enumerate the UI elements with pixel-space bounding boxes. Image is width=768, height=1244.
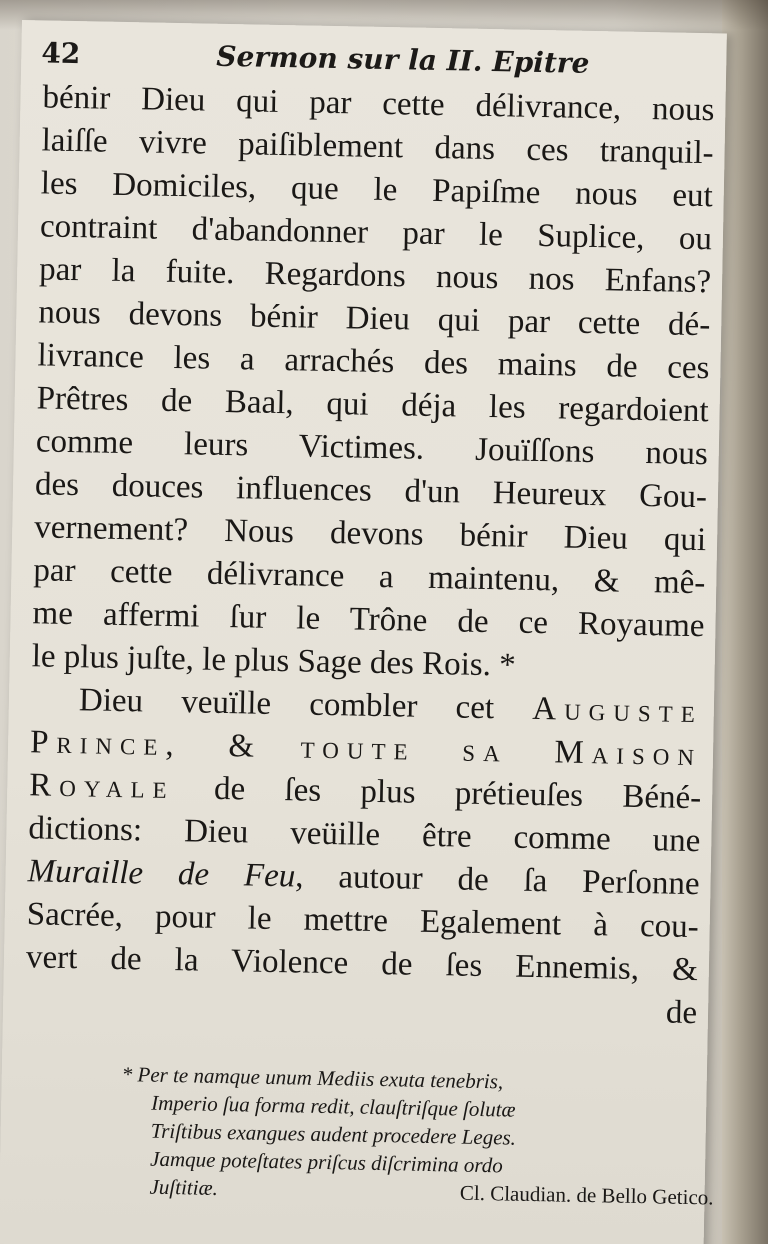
footnote-line: Triſtibus exangues audent procedere Leges. [150,1118,517,1150]
text-line: laiſſe vivre paiſiblement dans ces tranquil- [41,122,714,172]
body-text [25,76,715,1035]
footnote-line: Imperio ſua forma redit, clauſtriſque ſolutæ [151,1090,516,1122]
italic-phrase: Muraille de Feu [27,853,296,895]
running-head: Sermon sur la II. Epitre [216,39,590,80]
text-line: comme leurs Victimes. Jouïſſons nous [35,423,709,473]
catchword: de [665,994,698,1032]
text-line: vernement? Nous devons bénir Dieu qui [33,509,707,559]
text-line: bénir Dieu qui par cette délivrance, nous [42,79,715,129]
text-line: livrance les a arrachés des mains de ces [37,337,710,387]
text-span: , autour de ſa Perſonne [294,858,700,903]
footnote [119,1060,722,1211]
text-line: le plus juſte, le plus Sage des Rois. * [31,638,517,684]
footnote-text: Juſtitiæ. [149,1174,219,1200]
text-line: les Domiciles, que le Papiſme nous eut [40,165,714,215]
footnote-citation: Cl. Claudian. de Bello Getico. [459,1180,714,1210]
small-caps-name: Auguste [531,690,704,731]
text-line: des douces influences d'un Heureux Gou- [34,466,708,516]
paragraph-2-line: vert de la Violence de ſes Ennemis, & [25,939,699,989]
small-caps-name: Royale [28,767,176,807]
small-caps-name: Prince, & [29,724,263,765]
text-line: contraint d'abandonner par le Suplice, ou [39,208,713,258]
paragraph-2-line: Sacrée, pour le mettre Egalement à cou- [26,896,700,946]
text-line: par la fuite. Regardons nous nos Enfans? [38,251,712,301]
footnote-line: * Per te namque unum Mediis exuta tenebris, [121,1062,504,1094]
text-line: Prêtres de Baal, qui déja les regardoient [36,380,709,430]
text-line: nous devons bénir Dieu qui par cette dé- [38,294,711,344]
text-line: par cette délivrance a maintenu, & mê- [33,552,706,602]
small-caps-name: toute sa Maison [300,729,703,774]
book-page [0,20,727,1244]
text-span: Dieu veuïlle combler cet [78,682,495,727]
facing-page-edge [722,0,768,1244]
footnote-line: Jamque poteſtates priſcus diſcrimina ordo [149,1146,504,1178]
paragraph-2-line: dictions: Dieu veüille être comme une [28,810,701,860]
text-line: me affermi ſur le Trône de ce Royaume [32,595,705,645]
text-span: de ſes plus prétieuſes Béné- [213,770,702,817]
page-number: 42 [41,36,81,71]
